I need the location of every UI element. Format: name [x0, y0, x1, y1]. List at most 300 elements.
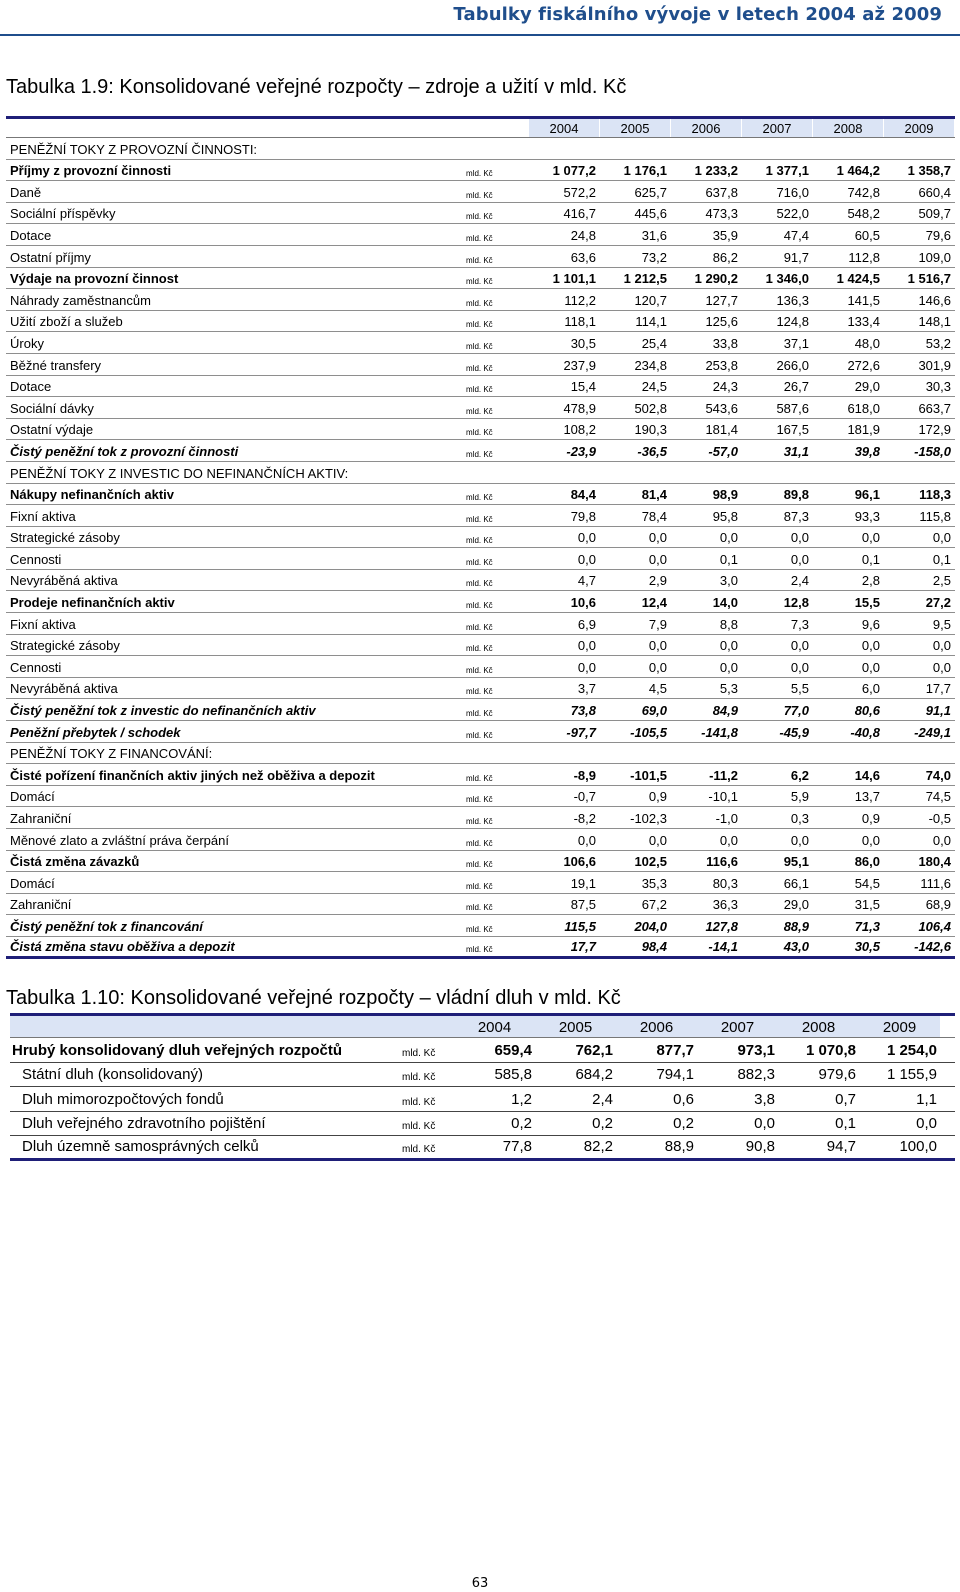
- table-row: [6, 829, 955, 851]
- cell-value: [883, 761, 954, 763]
- cell-value: [670, 157, 741, 159]
- row-unit: mld. Kč: [402, 1121, 436, 1132]
- row-unit: mld. Kč: [466, 730, 493, 740]
- cell-value: 0,0: [790, 659, 809, 675]
- table-row: [6, 354, 955, 376]
- cell-value: 17,7: [570, 938, 596, 954]
- cell-value: 118,3: [919, 487, 951, 503]
- row-label: Úroky: [10, 335, 44, 351]
- cell-value: 1 358,7: [907, 163, 951, 179]
- table-row: [6, 743, 955, 765]
- table2-body: [6, 1038, 955, 1161]
- row-unit: mld. Kč: [402, 1143, 436, 1155]
- row-unit: mld. Kč: [466, 190, 493, 200]
- row-label: Dotace: [10, 379, 52, 395]
- cell-value: 1 077,2: [552, 163, 596, 179]
- table-row: [6, 527, 955, 549]
- row-unit: mld. Kč: [466, 428, 493, 438]
- cell-value: 445,6: [634, 206, 667, 222]
- row-unit: mld. Kč: [466, 601, 493, 611]
- table-row: [6, 332, 955, 354]
- row-unit: mld. Kč: [466, 255, 493, 265]
- row-unit: mld. Kč: [466, 838, 493, 848]
- cell-value: 2,4: [790, 573, 809, 589]
- row-unit: mld. Kč: [466, 233, 493, 243]
- cell-value: 234,8: [634, 357, 667, 373]
- cell-value: -8,2: [573, 811, 596, 826]
- cell-value: 133,4: [847, 314, 880, 330]
- table-row: [6, 397, 955, 419]
- row-label: Cennosti: [10, 659, 62, 675]
- cell-value: 8,8: [719, 616, 738, 632]
- cell-value: 2,8: [861, 573, 880, 589]
- cell-value: 522,0: [776, 206, 809, 222]
- cell-value: -101,5: [630, 767, 667, 783]
- cell-value: 1 464,2: [836, 163, 880, 179]
- cell-value: 87,3: [783, 508, 809, 524]
- table-row: [6, 289, 955, 311]
- cell-value: [528, 481, 599, 483]
- cell-value: 112,8: [848, 249, 880, 265]
- table1-year-header: 2006: [670, 119, 741, 137]
- cell-value: 973,1: [737, 1041, 775, 1059]
- cell-value: 118,1: [564, 314, 596, 330]
- row-label: Ostatní příjmy: [10, 249, 91, 265]
- cell-value: 29,0: [783, 897, 809, 913]
- cell-value: 0,0: [577, 530, 596, 546]
- cell-value: 6,0: [861, 681, 880, 697]
- cell-value: 9,5: [932, 616, 951, 632]
- cell-value: 181,9: [847, 422, 880, 438]
- table-row: [10, 1087, 955, 1112]
- row-label: Dluh veřejného zdravotního pojištění: [22, 1115, 266, 1132]
- cell-value: 0,0: [916, 1115, 937, 1132]
- table-row: [6, 656, 955, 678]
- row-label: Čistý peněžní tok z provozní činnosti: [10, 443, 239, 459]
- cell-value: 24,8: [570, 227, 596, 243]
- cell-value: 26,7: [783, 379, 809, 395]
- cell-value: -23,9: [566, 443, 596, 459]
- cell-value: 124,8: [776, 314, 809, 330]
- cell-value: [599, 481, 670, 483]
- row-label: Fixní aktiva: [10, 616, 76, 632]
- cell-value: 1 101,1: [552, 271, 596, 287]
- table1-year-header: 2008: [812, 119, 883, 137]
- cell-value: -45,9: [779, 724, 809, 740]
- cell-value: 127,8: [705, 918, 738, 934]
- cell-value: 502,8: [634, 400, 667, 416]
- cell-value: 19,1: [570, 875, 596, 891]
- row-label: Domácí: [10, 789, 55, 805]
- cell-value: 33,8: [712, 335, 738, 351]
- row-unit: [458, 761, 528, 763]
- cell-value: 3,8: [754, 1090, 775, 1108]
- cell-value: 0,0: [861, 530, 880, 546]
- cell-value: 1 212,5: [623, 271, 667, 287]
- cell-value: 91,7: [783, 249, 809, 265]
- row-label: Užití zboží a služeb: [10, 314, 123, 330]
- cell-value: 478,9: [563, 400, 596, 416]
- cell-value: 663,7: [918, 400, 951, 416]
- row-unit: mld. Kč: [466, 320, 493, 330]
- cell-value: 9,6: [861, 616, 880, 632]
- row-unit: mld. Kč: [466, 709, 493, 719]
- cell-value: 80,3: [712, 875, 738, 891]
- cell-value: 0,1: [932, 551, 951, 567]
- running-head: Tabulky fiskálního vývoje v letech 2004 až 2009: [453, 4, 942, 25]
- row-label: Čistá změna závazků: [10, 854, 140, 870]
- cell-value: [741, 761, 812, 763]
- cell-value: 53,2: [925, 335, 951, 351]
- cell-value: 67,2: [641, 897, 667, 913]
- cell-value: 31,6: [641, 227, 667, 243]
- cell-value: 14,0: [712, 595, 738, 611]
- cell-value: 98,9: [712, 487, 738, 503]
- table-row: [6, 246, 955, 268]
- cell-value: 2,4: [592, 1090, 613, 1108]
- table2-year-header: 2008: [778, 1016, 859, 1037]
- cell-value: 95,8: [712, 508, 738, 524]
- cell-value: 167,5: [776, 422, 809, 438]
- row-label: Nevyráběná aktiva: [10, 681, 118, 697]
- cell-value: 86,2: [712, 249, 738, 265]
- table-row: [6, 203, 955, 225]
- cell-value: 5,5: [790, 681, 809, 697]
- table-row: [6, 160, 955, 182]
- table-row: [6, 721, 955, 743]
- cell-value: 0,0: [719, 659, 738, 675]
- cell-value: 625,7: [634, 184, 667, 200]
- table-row: [6, 311, 955, 333]
- cell-value: 172,9: [918, 422, 951, 438]
- cell-value: [528, 157, 599, 159]
- cell-value: 684,2: [575, 1066, 613, 1083]
- cell-value: 13,7: [854, 789, 880, 805]
- table-row: [6, 894, 955, 916]
- cell-value: 6,2: [790, 767, 809, 783]
- row-label: Sociální příspěvky: [10, 206, 116, 222]
- cell-value: 0,0: [577, 638, 596, 654]
- cell-value: [528, 761, 599, 763]
- row-label: Čistý peněžní tok z financování: [10, 918, 203, 934]
- table2-year-header: 2005: [535, 1016, 616, 1037]
- cell-value: 125,6: [705, 314, 738, 330]
- row-unit: mld. Kč: [466, 449, 493, 459]
- cell-value: 1 516,7: [907, 271, 951, 287]
- cell-value: 54,5: [854, 875, 880, 891]
- cell-value: 0,0: [932, 832, 951, 848]
- table2: [6, 1013, 955, 1161]
- cell-value: 585,8: [494, 1066, 532, 1083]
- cell-value: 181,4: [705, 422, 738, 438]
- cell-value: 94,7: [826, 1137, 856, 1155]
- cell-value: 659,4: [494, 1041, 532, 1059]
- row-unit: mld. Kč: [466, 860, 493, 870]
- cell-value: 572,2: [563, 184, 596, 200]
- cell-value: -57,0: [708, 443, 738, 459]
- cell-value: 0,9: [648, 789, 667, 805]
- cell-value: 266,0: [776, 357, 809, 373]
- cell-value: 36,3: [712, 897, 738, 913]
- table2-year-header: 2004: [454, 1016, 535, 1037]
- row-unit: mld. Kč: [466, 795, 493, 805]
- row-label: Fixní aktiva: [10, 508, 76, 524]
- cell-value: 115,5: [564, 918, 596, 934]
- cell-value: 253,8: [705, 357, 738, 373]
- cell-value: 114,1: [635, 314, 667, 330]
- row-label: Daně: [10, 184, 42, 200]
- cell-value: [883, 481, 954, 483]
- cell-value: 29,0: [854, 379, 880, 395]
- row-unit: mld. Kč: [466, 169, 493, 179]
- row-label: Strategické zásoby: [10, 530, 120, 546]
- row-label: Dotace: [10, 227, 52, 243]
- cell-value: 0,0: [648, 638, 667, 654]
- cell-value: 0,0: [719, 530, 738, 546]
- cell-value: 180,4: [918, 854, 951, 870]
- cell-value: 112,2: [564, 292, 596, 308]
- row-unit: mld. Kč: [466, 363, 493, 373]
- row-label: Nákupy nefinančních aktiv: [10, 487, 174, 503]
- cell-value: 31,5: [854, 897, 880, 913]
- row-unit: mld. Kč: [466, 406, 493, 416]
- table-row: [6, 181, 955, 203]
- table-row: [6, 591, 955, 613]
- row-unit: mld. Kč: [466, 277, 493, 287]
- cell-value: 473,3: [705, 206, 738, 222]
- cell-value: -158,0: [914, 443, 951, 459]
- cell-value: 115,8: [919, 508, 951, 524]
- cell-value: 272,6: [847, 357, 880, 373]
- row-unit: mld. Kč: [466, 687, 493, 697]
- row-label: Měnové zlato a zvláštní práva čerpání: [10, 832, 229, 848]
- row-unit: mld. Kč: [466, 665, 493, 675]
- table1-year-header: 2004: [528, 119, 599, 137]
- cell-value: 63,6: [570, 249, 596, 265]
- row-unit: mld. Kč: [466, 881, 493, 891]
- row-label: Strategické zásoby: [10, 638, 120, 654]
- cell-value: 1 424,5: [836, 271, 880, 287]
- cell-value: [670, 761, 741, 763]
- table1-title: Tabulka 1.9: Konsolidované veřejné rozpočty – zdroje a užití v mld. Kč: [6, 76, 627, 98]
- cell-value: 237,9: [563, 357, 596, 373]
- cell-value: 43,0: [783, 938, 809, 954]
- table-row: [6, 224, 955, 246]
- cell-value: -1,0: [715, 811, 738, 826]
- cell-value: 14,6: [854, 767, 880, 783]
- cell-value: 30,3: [925, 379, 951, 395]
- cell-value: 0,7: [835, 1090, 856, 1108]
- table-row: [6, 440, 955, 462]
- row-label: PENĚŽNÍ TOKY Z INVESTIC DO NEFINANČNÍCH AKTIV:: [10, 465, 349, 481]
- cell-value: 0,0: [861, 832, 880, 848]
- table-row: [6, 138, 955, 160]
- row-unit: mld. Kč: [466, 536, 493, 546]
- table-row: [10, 1038, 955, 1063]
- row-unit: mld. Kč: [466, 493, 493, 503]
- cell-value: 109,0: [918, 249, 951, 265]
- cell-value: -8,9: [573, 767, 596, 783]
- cell-value: -40,8: [850, 724, 880, 740]
- row-label: Peněžní přebytek / schodek: [10, 724, 181, 740]
- cell-value: 5,3: [719, 681, 738, 697]
- row-label: PENĚŽNÍ TOKY Z PROVOZNÍ ČINNOSTI:: [10, 141, 258, 157]
- cell-value: 111,6: [920, 875, 951, 891]
- cell-value: 15,5: [854, 595, 880, 611]
- row-label: Čisté pořízení finančních aktiv jiných než oběživa a depozit: [10, 767, 375, 783]
- table2-title: Tabulka 1.10: Konsolidované veřejné rozpočty – vládní dluh v mld. Kč: [6, 987, 621, 1009]
- cell-value: 1 233,2: [694, 163, 738, 179]
- cell-value: 77,0: [783, 703, 809, 719]
- cell-value: 618,0: [847, 400, 880, 416]
- cell-value: 31,1: [783, 443, 809, 459]
- table-row: [6, 678, 955, 700]
- table-row: [6, 807, 955, 829]
- cell-value: 0,0: [790, 832, 809, 848]
- cell-value: 882,3: [737, 1066, 775, 1083]
- cell-value: 146,6: [918, 292, 951, 308]
- cell-value: 17,7: [925, 681, 951, 697]
- table-row: [6, 570, 955, 592]
- cell-value: 98,4: [641, 938, 667, 954]
- row-unit: [458, 481, 528, 483]
- row-label: Čistá změna stavu oběživa a depozit: [10, 938, 235, 954]
- row-label: Zahraniční: [10, 897, 72, 913]
- table2-year-header: 2007: [697, 1016, 778, 1037]
- cell-value: 2,5: [932, 573, 951, 589]
- table1-header-blank: [6, 119, 528, 137]
- table-row: [6, 635, 955, 657]
- cell-value: 301,9: [918, 357, 951, 373]
- cell-value: 66,1: [783, 875, 809, 891]
- cell-value: 1,1: [916, 1090, 937, 1108]
- cell-value: [812, 481, 883, 483]
- cell-value: 127,7: [705, 292, 738, 308]
- cell-value: -105,5: [630, 724, 667, 740]
- table-row: [6, 548, 955, 570]
- cell-value: 0,0: [577, 659, 596, 675]
- cell-value: -11,2: [709, 767, 738, 783]
- row-label: PENĚŽNÍ TOKY Z FINANCOVÁNÍ:: [10, 746, 213, 762]
- cell-value: 78,4: [641, 508, 667, 524]
- table-row: [6, 764, 955, 786]
- row-unit: [458, 157, 528, 159]
- row-label: Dluh územně samosprávných celků: [22, 1137, 259, 1155]
- cell-value: 0,0: [932, 659, 951, 675]
- cell-value: -36,5: [637, 443, 667, 459]
- row-label: Náhrady zaměstnancům: [10, 292, 151, 308]
- cell-value: 1,2: [511, 1090, 532, 1108]
- cell-value: 0,0: [754, 1115, 775, 1132]
- row-label: Sociální dávky: [10, 400, 94, 416]
- cell-value: 1 254,0: [886, 1041, 937, 1059]
- cell-value: 88,9: [664, 1137, 694, 1155]
- cell-value: 0,0: [861, 638, 880, 654]
- row-unit: mld. Kč: [466, 212, 493, 222]
- cell-value: 4,7: [577, 573, 596, 589]
- table1-body: [6, 138, 955, 959]
- cell-value: 88,9: [783, 918, 809, 934]
- cell-value: 39,8: [854, 443, 880, 459]
- cell-value: 12,8: [783, 595, 809, 611]
- cell-value: 60,5: [854, 227, 880, 243]
- row-label: Příjmy z provozní činnosti: [10, 163, 172, 179]
- cell-value: 0,0: [648, 530, 667, 546]
- cell-value: 108,2: [563, 422, 596, 438]
- cell-value: 794,1: [656, 1066, 694, 1083]
- table-row: [6, 699, 955, 721]
- table-row: [6, 851, 955, 873]
- cell-value: 0,0: [932, 530, 951, 546]
- row-label: Nevyráběná aktiva: [10, 573, 118, 589]
- table-row: [6, 613, 955, 635]
- cell-value: 102,5: [634, 854, 667, 870]
- cell-value: 24,5: [641, 379, 667, 395]
- cell-value: [812, 761, 883, 763]
- cell-value: 91,1: [925, 703, 951, 719]
- cell-value: -97,7: [566, 724, 596, 740]
- cell-value: 106,4: [918, 918, 951, 934]
- table2-year-header: 2006: [616, 1016, 697, 1037]
- row-unit: mld. Kč: [466, 341, 493, 351]
- row-label: Ostatní výdaje: [10, 422, 94, 438]
- cell-value: 0,0: [790, 530, 809, 546]
- table-row: [6, 505, 955, 527]
- cell-value: 190,3: [634, 422, 667, 438]
- cell-value: -0,5: [928, 811, 951, 826]
- table1-year-header: 2007: [741, 119, 812, 137]
- cell-value: 0,6: [673, 1090, 694, 1108]
- cell-value: 116,6: [706, 854, 738, 870]
- cell-value: 0,0: [719, 638, 738, 654]
- table-row: [6, 872, 955, 894]
- cell-value: 35,3: [641, 875, 667, 891]
- cell-value: 100,0: [899, 1137, 937, 1155]
- cell-value: 69,0: [641, 703, 667, 719]
- cell-value: 0,0: [790, 551, 809, 567]
- cell-value: 141,5: [847, 292, 880, 308]
- cell-value: 0,0: [932, 638, 951, 654]
- row-label: Státní dluh (konsolidovaný): [22, 1066, 203, 1083]
- cell-value: -102,3: [630, 811, 667, 826]
- cell-value: 73,2: [641, 249, 667, 265]
- cell-value: 0,0: [648, 832, 667, 848]
- cell-value: 0,0: [861, 659, 880, 675]
- cell-value: 0,3: [790, 811, 809, 826]
- cell-value: 87,5: [570, 897, 596, 913]
- cell-value: 1 346,0: [765, 271, 809, 287]
- cell-value: 74,5: [925, 789, 951, 805]
- cell-value: 148,1: [918, 314, 951, 330]
- row-unit: mld. Kč: [466, 903, 493, 913]
- table-row: [6, 484, 955, 506]
- cell-value: 7,9: [648, 616, 667, 632]
- cell-value: 0,2: [673, 1115, 694, 1132]
- table-row: [6, 786, 955, 808]
- cell-value: 136,3: [776, 292, 809, 308]
- cell-value: 90,8: [745, 1137, 775, 1155]
- cell-value: 27,2: [925, 595, 951, 611]
- table-row: [6, 268, 955, 290]
- cell-value: 24,3: [712, 379, 738, 395]
- cell-value: 1 070,8: [805, 1041, 856, 1059]
- cell-value: 77,8: [502, 1137, 532, 1155]
- cell-value: 80,6: [854, 703, 880, 719]
- header-rule: [0, 34, 960, 36]
- row-label: Hrubý konsolidovaný dluh veřejných rozpočtů: [12, 1041, 343, 1059]
- cell-value: 12,4: [641, 595, 667, 611]
- cell-value: 877,7: [656, 1041, 694, 1059]
